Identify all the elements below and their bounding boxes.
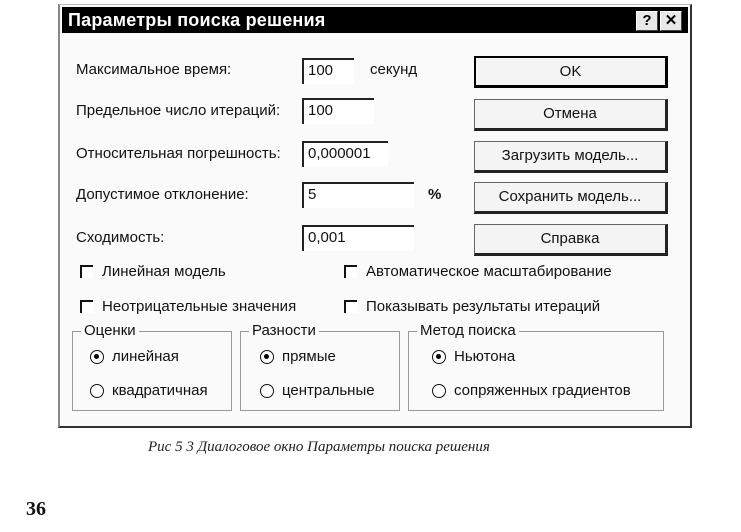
close-icon[interactable]: ✕ [660, 11, 682, 31]
max-iter-label: Предельное число итераций: [76, 102, 281, 119]
non-negative-checkbox[interactable] [80, 300, 93, 313]
precision-label: Относительная погрешность: [76, 145, 281, 162]
tolerance-label: Допустимое отклонение: [76, 186, 249, 203]
derivatives-forward-radio[interactable] [260, 350, 274, 364]
estimates-linear-radio[interactable] [90, 350, 104, 364]
method-newton-radio[interactable] [432, 350, 446, 364]
load-model-button[interactable]: Загрузить модель... [474, 141, 668, 173]
convergence-input[interactable]: 0,001 [302, 225, 414, 251]
auto-scale-checkbox[interactable] [344, 265, 357, 278]
search-method-group [408, 322, 664, 411]
derivatives-group [240, 322, 400, 411]
show-iterations-checkbox[interactable] [344, 300, 357, 313]
precision-input[interactable]: 0,000001 [302, 141, 388, 167]
dialog-title: Параметры поиска решения [68, 10, 326, 30]
derivatives-central-radio[interactable] [260, 384, 274, 398]
non-negative-label: Неотрицательные значения [102, 298, 297, 315]
max-time-unit: секунд [370, 61, 418, 78]
ok-button[interactable]: OK [474, 56, 668, 88]
derivatives-group-title: Разности [249, 322, 319, 339]
figure-caption: Рис 5 3 Диалоговое окно Параметры поиска решения [148, 439, 490, 455]
convergence-label: Сходимость: [76, 229, 165, 246]
estimates-group [72, 322, 232, 411]
tolerance-input[interactable]: 5 [302, 182, 414, 208]
linear-model-label: Линейная модель [102, 263, 226, 280]
title-bar[interactable] [62, 7, 688, 33]
save-model-button[interactable]: Сохранить модель... [474, 182, 668, 214]
estimates-group-title: Оценки [81, 322, 139, 339]
method-conjugate-radio[interactable] [432, 384, 446, 398]
tolerance-unit: % [428, 186, 442, 203]
method-newton-label: Ньютона [454, 348, 516, 365]
derivatives-central-label: центральные [282, 382, 375, 399]
search-method-group-title: Метод поиска [417, 322, 519, 339]
estimates-quadratic-radio[interactable] [90, 384, 104, 398]
help-icon[interactable]: ? [636, 11, 658, 31]
cancel-button[interactable]: Отмена [474, 99, 668, 131]
max-iter-input[interactable]: 100 [302, 98, 374, 124]
method-conjugate-label: сопряженных градиентов [454, 382, 631, 399]
show-iterations-label: Показывать результаты итераций [366, 298, 601, 315]
derivatives-forward-label: прямые [282, 348, 336, 365]
help-button[interactable]: Справка [474, 224, 668, 256]
estimates-linear-label: линейная [112, 348, 179, 365]
linear-model-checkbox[interactable] [80, 265, 93, 278]
max-time-label: Максимальное время: [76, 61, 232, 78]
page-number: 36 [26, 498, 46, 520]
auto-scale-label: Автоматическое масштабирование [366, 263, 612, 280]
estimates-quadratic-label: квадратичная [112, 382, 208, 399]
max-time-input[interactable]: 100 [302, 58, 354, 84]
